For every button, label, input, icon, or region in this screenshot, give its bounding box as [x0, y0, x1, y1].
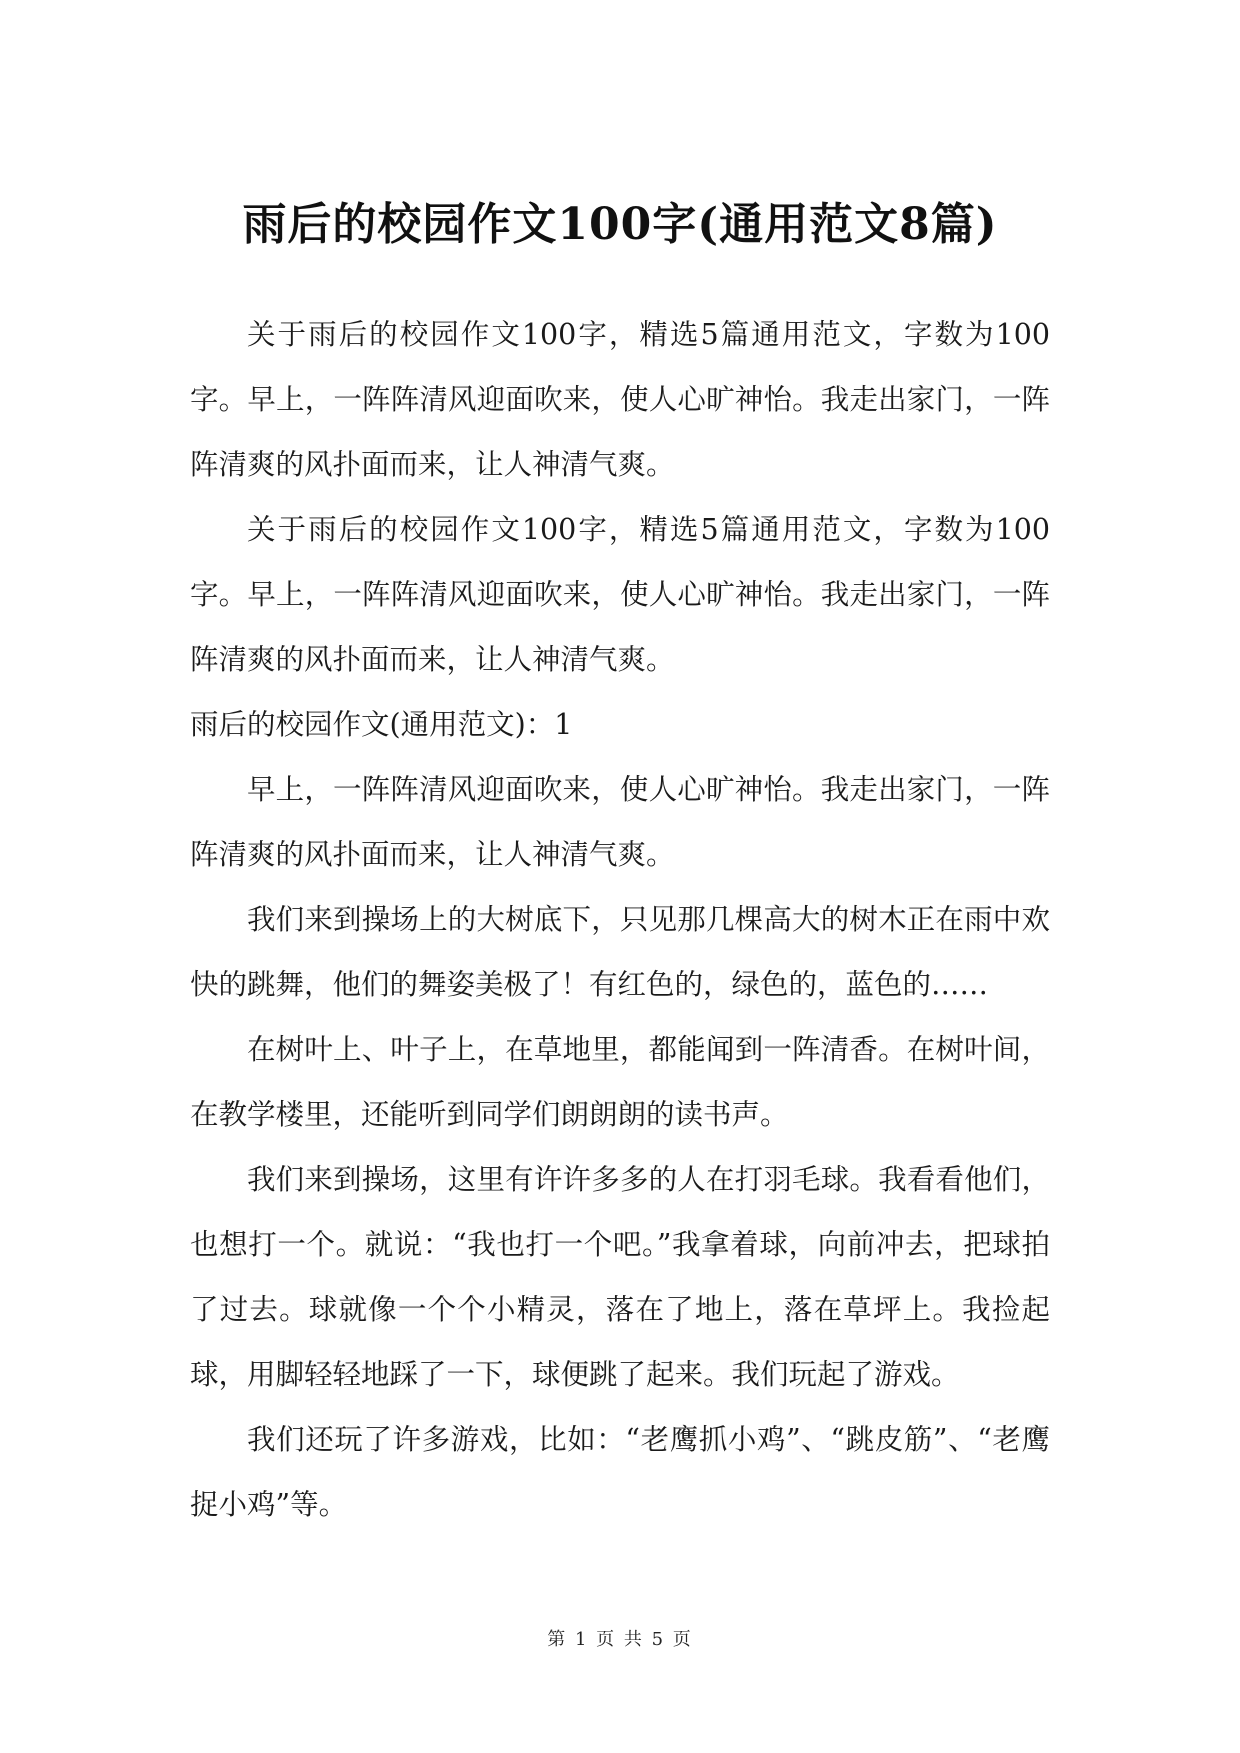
- paragraph-7: 我们还玩了许多游戏，比如：“老鹰抓小鸡”、“跳皮筋”、“老鹰捉小鸡”等。: [190, 1423, 1050, 1521]
- paragraph-4: 我们来到操场上的大树底下，只见那几棵高大的树木正在雨中欢快的跳舞，他们的舞姿美极了！有红色的，绿色的，蓝色的……: [190, 903, 1050, 1001]
- page-title: 雨后的校园作文100字(通用范文8篇): [242, 199, 998, 250]
- paragraph-2: 关于雨后的校园作文100字，精选5篇通用范文，字数为100字。早上，一阵阵清风迎面吹来，使人心旷神怡。我走出家门，一阵阵清爽的风扑面而来，让人神清气爽。: [190, 513, 1050, 676]
- paragraph-5: 在树叶上、叶子上，在草地里，都能闻到一阵清香。在树叶间，在教学楼里，还能听到同学们朗朗朗的读书声。: [190, 1033, 1050, 1131]
- document-body: [190, 302, 1050, 1537]
- page-footer: 第 1 页 共 5 页: [547, 1629, 693, 1650]
- paragraph-6: 我们来到操场，这里有许许多多的人在打羽毛球。我看看他们，也想打一个。就说：“我也打一个吧。”我拿着球，向前冲去，把球拍了过去。球就像一个个小精灵，落在了地上，落在草坪上。我捡起球，用脚轻轻地踩了一下，球便跳了起来。我们玩起了游戏。: [190, 1163, 1050, 1391]
- paragraph-3: 早上，一阵阵清风迎面吹来，使人心旷神怡。我走出家门，一阵阵清爽的风扑面而来，让人神清气爽。: [190, 773, 1050, 871]
- section-heading: 雨后的校园作文(通用范文)：1: [190, 708, 573, 741]
- paragraph-1: 关于雨后的校园作文100字，精选5篇通用范文，字数为100字。早上，一阵阵清风迎面吹来，使人心旷神怡。我走出家门，一阵阵清爽的风扑面而来，让人神清气爽。: [190, 318, 1050, 481]
